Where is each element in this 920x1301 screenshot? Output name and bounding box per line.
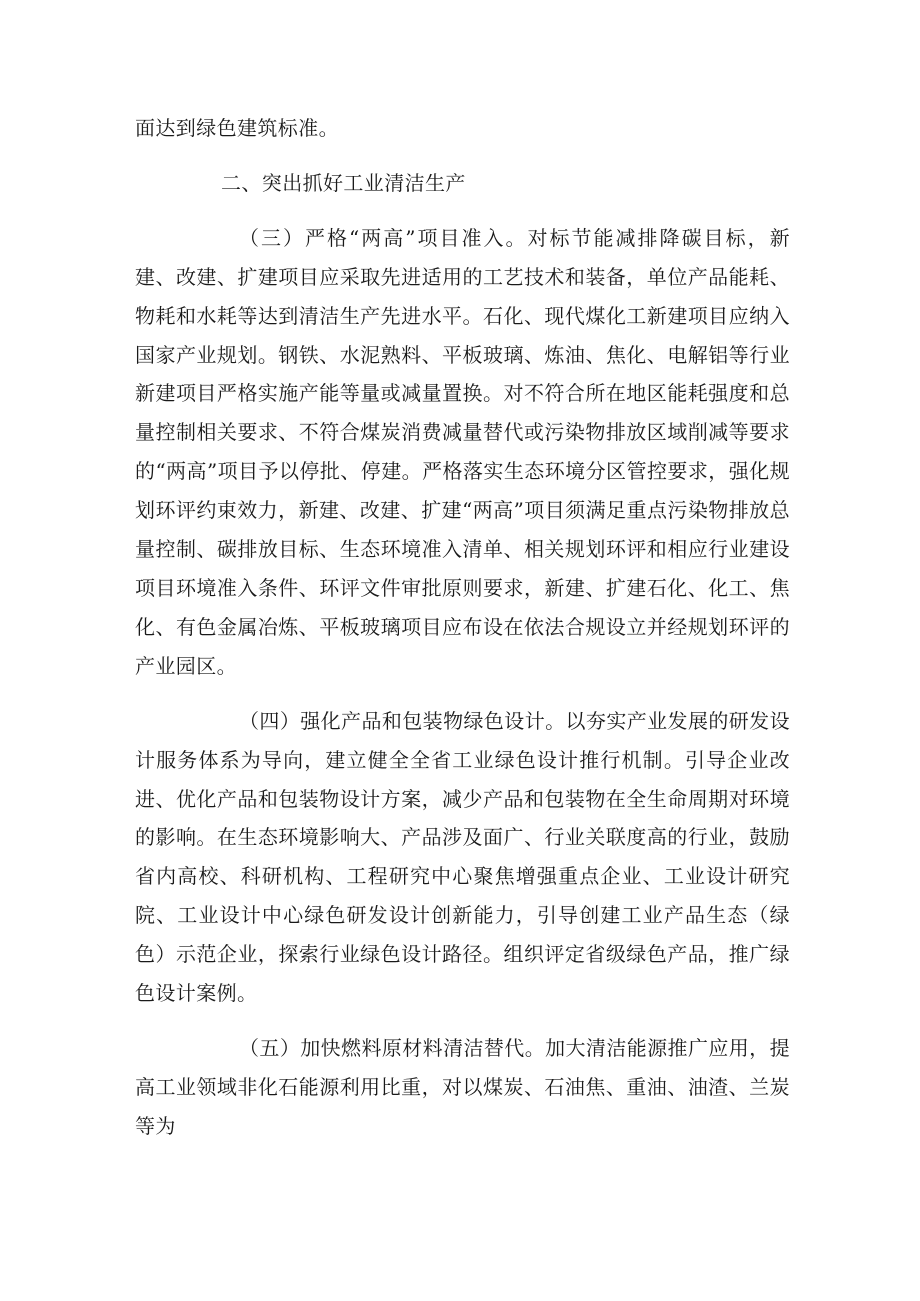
paragraph-five: （五）加快燃料原材料清洁替代。加大清洁能源推广应用，提高工业领域非化石能源利用比重，对以煤炭、石油焦、重油、油渣、兰炭等为 <box>135 1035 790 1138</box>
paragraph-four: （四）强化产品和包装物绿色设计。以夯实产业发展的研发设计服务体系为导向，建立健全全省工业绿色设计推行机制。引导企业改进、优化产品和包装物设计方案，减少产品和包装物在全生命周期对环境的影响。在生态环境影响大、产品涉及面广、行业关联度高的行业，鼓励省内高校、科研机构、工程研究中心聚焦增强重点企业、工业设计研究院、工业设计中心绿色研发设计创新能力，引导创建工业产品生态（绿色）示范企业，探索行业绿色设计路径。组织评定省级绿色产品，推广绿色设计案例。 <box>135 708 790 1006</box>
document-body <box>135 109 790 1146</box>
paragraph-continuation: 面达到绿色建筑标准。 <box>135 116 339 140</box>
section-heading: 二、突出抓好工业清洁生产 <box>221 170 466 195</box>
paragraph-three: （三）严格“两高”项目准入。对标节能减排降碳目标，新建、改建、扩建项目应采取先进适用的工艺技术和装备，单位产品能耗、物耗和水耗等达到清洁生产先进水平。石化、现代煤化工新建项目应纳入国家产业规划。钢铁、水泥熟料、平板玻璃、炼油、焦化、电解铝等行业新建项目严格实施产能等量或减量置换。对不符合所在地区能耗强度和总量控制相关要求、不符合煤炭消费减量替代或污染物排放区域削减等要求的“两高”项目予以停批、停建。严格落实生态环境分区管控要求，强化规划环评约束效力，新建、改建、扩建“两高”项目须满足重点污染物排放总量控制、碳排放目标、生态环境准入清单、相关规划环评和相应行业建设项目环境准入条件、环评文件审批原则要求，新建、扩建石化、化工、焦化、有色金属冶炼、平板玻璃项目应布设在依法合规设立并经规划环评的产业园区。 <box>135 225 790 678</box>
